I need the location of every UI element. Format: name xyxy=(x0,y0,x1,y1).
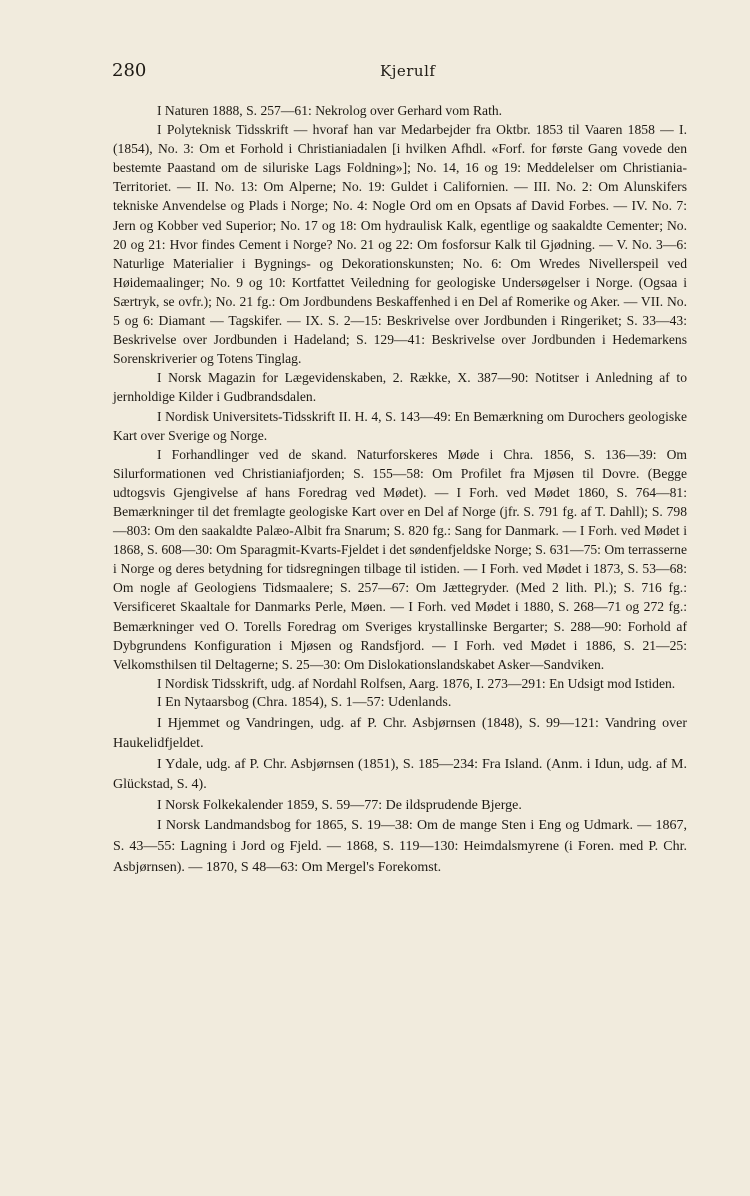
entry-norsk-magazin: I Norsk Magazin for Lægevidenskaben, 2. Række, X. 387—90: Notitser i Anledning af to jernholdige Kilder i Gudbrandsdalen. xyxy=(113,370,687,405)
running-head: Kjerulf xyxy=(380,62,436,80)
page-number: 280 xyxy=(112,60,147,81)
entry-naturen: I Naturen 1888, S. 257—61: Nekrolog over Gerhard vom Rath. xyxy=(157,103,503,118)
entry-polyteknisk-tidsskrift: I Polyteknisk Tidsskrift — hvoraf han var Medarbejder fra Oktbr. 1853 til Vaaren 1858 — I. (1854), No. 3: Om et Forhold i Christianiadalen [i hvilken Afhdl. «Forf. for første Gang vovede den bestemte Paastand om de siluriske Lags Foldning»]; No. 14, 16 og 19: Meddelelser om Christiania-Territoriet. — II. No. 13: Om Alperne; No. 19: Guldet i Californien. — III. No. 2: Om Alunskifers tekniske Anvendelse og Plads i Norge; No. 4: Nogle Ord om en Opsats af David Forbes. — IV. No. 7: Jern og Kobber ved Superior; No. 17 og 18: Om hydraulisk Kalk, egentlige og saakaldte Cementer; No. 20 og 21: Hvor findes Cement i Norge? No. 21 og 22: Om fosforsur Kalk til Gjødning. — V. No. 3—6: Naturlige Materialier i Bygnings- og Dekorationskunsten; No. 6: Om Wredes Nivellerspeil ved Høidemaalinger; No. 9 og 10: Kortfattet Veiledning for geologiske Undersøgelser i Norge. (Ogsaa i Særtryk, se ovfr.); No. 21 fg.: Om Jordbundens Beskaffenhed i en Del af Romerike og Aker. — VII. No. 5 og 6: Diamant — Tagskifer. — IX. S. 2—15: Beskrivelse over Jordbunden i Ringeriket; S. 33—43: Beskrivelse over Jordbunden i Hadeland; S. 129—41: Beskrivelse over Jordbunden i Hedemarkens Sorenskriverier og Totens Tinglag. xyxy=(113,122,687,367)
page-header xyxy=(112,60,687,84)
entry-landmandsbog: I Norsk Landmandsbog for 1865, S. 19—38: Om de mange Sten i Eng og Udmark. — 1867, S. 43—55: Lagning i Jord og Fjeld. — 1868, S. 119—130: Heimdalsmyrene (i Foren. med P. Chr. Asbjørnsen). — 1870, S 48—63: Om Mergel's Forekomst. xyxy=(113,818,687,875)
entry-nordisk-tidsskrift: I Nordisk Tidsskrift, udg. af Nordahl Rolfsen, Aarg. 1876, I. 273—291: En Udsigt mod Istiden. xyxy=(157,675,676,691)
entry-folkekalender: I Norsk Folkekalender 1859, S. 59—77: De ildsprudende Bjerge. xyxy=(157,797,522,813)
page-body xyxy=(113,101,687,878)
entry-hjemmet-og-vandringen: I Hjemmet og Vandringen, udg. af P. Chr. Asbjørnsen (1848), S. 99—121: Vandring over Haukelidfjeldet. xyxy=(113,715,687,752)
entry-forhandlinger: I Forhandlinger ved de skand. Naturforskeres Møde i Chra. 1856, S. 136—39: Om Silurformationen ved Christianiafjorden; S. 155—58: Om Profilet fra Mjøsen til Dovre. (Begge udtogsvis Gjengivelse af hans Foredrag ved Mødet). — I Forh. ved Mødet 1860, S. 764—81: Bemærkninger til det fremlagte geologiske Kart over en Del af Norge (jfr. S. 791 fg. af T. Dahll); S. 798—803: Om den saakaldte Palæo-Albit fra Snarum; S. 820 fg.: Sang for Danmark. — I Forh. ved Mødet i 1868, S. 608—30: Om Sparagmit-Kvarts-Fjeldet i det søndenfjeldske Norge; S. 631—75: Om terrasserne i Norge og deres betydning for tidsregningen tilbage til istiden. — I Forh. ved Mødet i 1873, S. 53—68: Om nogle af Geologiens Tidsmaalere; S. 257—67: Om Jættegryder. (Med 2 lith. Pl.); S. 716 fg.: Versificeret Skaaltale for Danmarks Perle, Møen. — I Forh. ved Mødet i 1880, S. 268—71 og 272 fg.: Bemærkninger ved O. Torells Foredrag om Sveriges krystallinske Bergarter; S. 288—90: Forhold af Dybgrundens Konfiguration i Mjøsen og Randsfjord. — I Forh. ved Mødet i 1886, S. 21—25: Velkomsthilsen til Deltagerne; S. 25—30: Om Dislokationslandskabet Asker—Sandviken. xyxy=(113,446,687,672)
entry-nytaarsbog: I En Nytaarsbog (Chra. 1854), S. 1—57: Udenlands. xyxy=(157,694,452,710)
entry-nordisk-universitets-tidsskrift: I Nordisk Universitets-Tidsskrift II. H. 4, S. 143—49: En Bemærkning om Durochers geologiske Kart over Sverige og Norge. xyxy=(113,408,687,443)
entry-ydale: I Ydale, udg. af P. Chr. Asbjørnsen (1851), S. 185—234: Fra Island. (Anm. i Idun, udg. af M. Glückstad, S. 4). xyxy=(113,756,687,793)
